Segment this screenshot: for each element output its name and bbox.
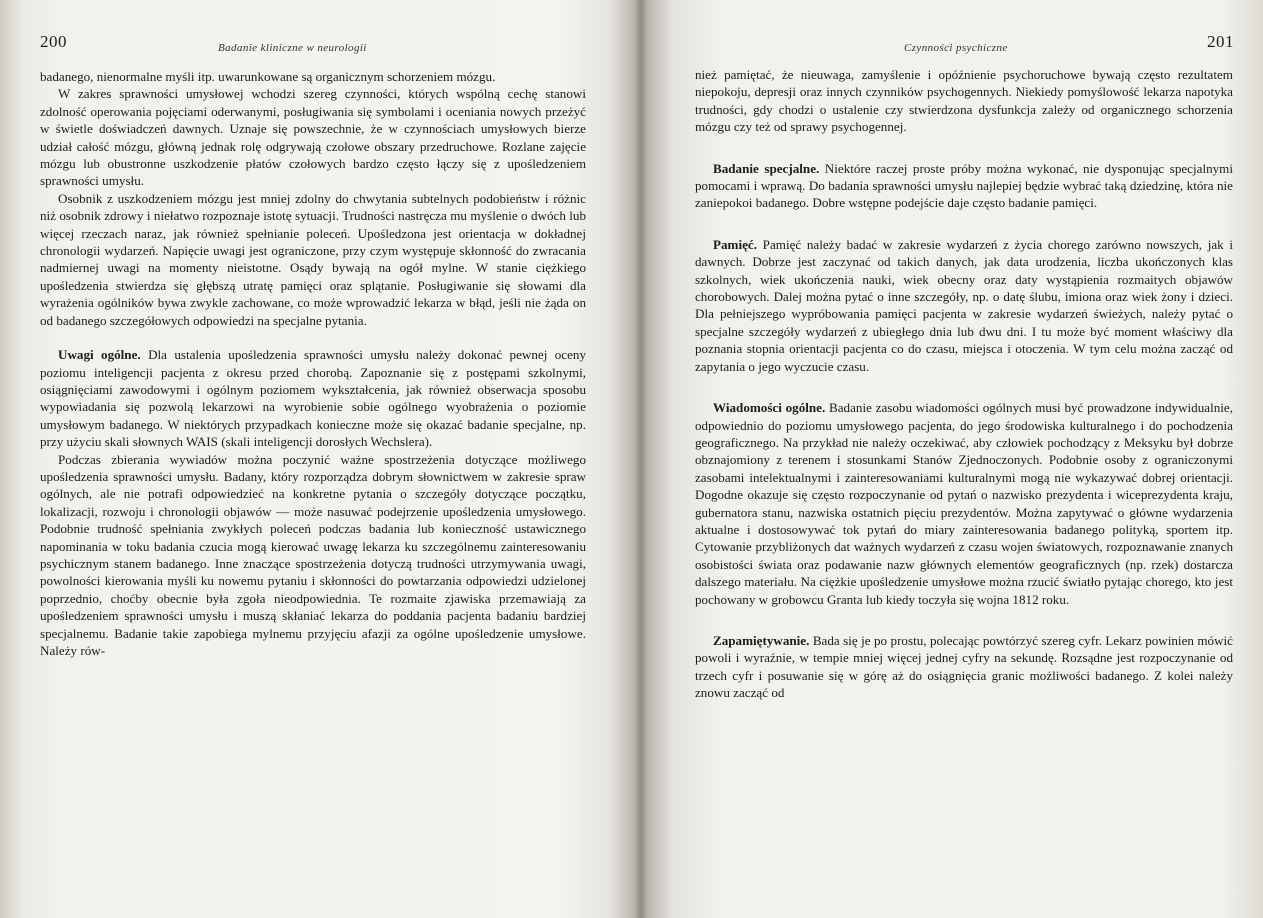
right-running-head: Czynności psychiczne: [904, 42, 1008, 54]
section-heading: Badanie specjalne.: [713, 160, 820, 176]
paragraph-uwagi-ogolne: Uwagi ogólne. Dla ustalenia upośledzenia sprawności umysłu należy dokonać pewnej oceny poziomu inteligencji pacjenta z okresu przed chorobą. Zapoznanie się z postępami szkolnymi, osiągnięciami zawodowymi i ogólnym poziomem wykształcenia, jak również obserwacja sposobu wypowiadania się pozwolą lekarzowi na wyrobienie sobie ogólnego wyobrażenia o poziomie umysłowym badanego. W niektórych przypadkach konieczne może się okazać badanie specjalne, np. przy użyciu skali słownych WAIS (skali inteligencji dorosłych Wechslera).: [40, 347, 587, 450]
section-heading: Zapamiętywanie.: [713, 632, 810, 648]
paragraph-wiadomosci-ogolne: Wiadomości ogólne. Badanie zasobu wiadomości ogólnych musi być prowadzone indywidualnie, odpowiednio do poziomu umysłowego pacjenta, do jego środowiska kulturalnego i do pochodzenia geograficznego. Na przykład nie należy oczekiwać, aby człowiek pochodzący z Meksyku był dobrze obznajomiony z terenem i stosunkami Stanów Zjednoczonych. Podobnie osoby z ograniczonymi zasobami intelektualnymi i zainteresowaniami kulturalnymi mogą nie wykazywać dobrej orientacji. Dogodne okazuje się często rozpoczynanie od pytań o nazwisko prezydenta i wiceprezydenta kraju, gubernatora stanu, nazwiska ostatnich pięciu prezydentów. Można zapytywać o główne wydarzenia aktualne i dostosowywać tok pytań do miary zainteresowania badanego polityką, sportem itp. Cytowanie przybliżonych dat ważnych wydarzeń z czasu wojen światowych, rozpoznawanie znanych osobistości świata oraz podawanie nazw głównych elementów geograficznych (np. rzek) dostarcza dalszego materiału. Na ciężkie upośledzenie umysłowe można rzucić światło pytając chorego, kto jest pochowany w grobowcu Granta lub kiedy toczyła się wojna 1812 roku.: [695, 400, 1233, 607]
section-heading: Wiadomości ogólne.: [713, 400, 826, 416]
paragraph: Osobnik z uszkodzeniem mózgu jest mniej zdolny do chwytania subtelnych podobieństw i różnic niż osobnik zdrowy i niełatwo rozpoznaje istotę sytuacji. Trudności nastręcza mu myślenie o dwóch lub więcej rzeczach naraz, jak również spełnianie poleceń. Upośledzona jest orientacja w dokładnej chronologii wydarzeń. Napięcie uwagi jest ograniczone, przy czym występuje skłonność do zwracania nadmiernej uwagi na momenty nieistotne. Osądy bywają na ogół mylne. W stanie ciężkiego upośledzenia stwierdza się głębszą utratę pamięci oraz splątanie. Posługiwanie się słowami dla wyrażenia ogólników bywa zwykle zachowane, co może wprowadzić lekarza w błąd, jeśli nie żąda on od badanego szczegółowych odpowiedzi na specjalne pytania.: [40, 190, 586, 328]
paragraph-zapamietywanie: Zapamiętywanie. Bada się je po prostu, polecając powtórzyć szereg cyfr. Lekarz powinien mówić powoli i wyraźnie, w tempie mniej więcej jednej cyfry na sekundę. Rozsądne jest rozpoczynanie od trzech cyfr i posuwanie się w górę aż do osiągnięcia granic możliwości badanego. Z kolei należy znowu zacząć od: [695, 632, 1233, 701]
right-page-body: [695, 66, 1233, 702]
paragraph: Podczas zbierania wywiadów można poczynić ważne spostrzeżenia dotyczące możliwego upośledzenia sprawności umysłu. Badany, który rozporządza dobrym słownictwem w zakresie spraw ogólnych, ale nie potrafi odpowiedzieć na konkretne pytania o szczegóły dotyczące początku, lokalizacji, rozwoju i chronologii objawów — może nasuwać podejrzenie upośledzenia umysłowego. Podobnie trudność spełniania zwykłych poleceń podczas badania lub konieczność ustawicznego napominania w toku badania czucia mogą kierować uwagę lekarza ku szczególnemu zainteresowaniu psychicznym stanem badanego. Inne znaczące spostrzeżenia dotyczą trudności utrzymywania uwagi, powolności kierowania myśli ku nowemu pytaniu i skłonności do powtarzania odpowiedzi udzielonej poprzednio, choćby obecnie była zgoła nieodpowiednia. Te rozmaite zjawiska przemawiają za upośledzeniem sprawności umysłu i muszą skłaniać lekarza do poddania pacjenta badaniu bardziej specjalnemu. Badanie takie zapobiega mylnemu przyjęciu afazji za ogólne upośledzenie umysłowe. Należy rów-: [40, 451, 586, 658]
left-page-body: [40, 68, 586, 659]
section-heading: Pamięć.: [713, 236, 757, 252]
paragraph-badanie-specjalne: Badanie specjalne. Niektóre raczej proste próby można wykonać, nie dysponując specjalnymi pomocami i wprawą. Do badania sprawności umysłu najlepiej będzie wybrać taką dziedzinę, która nie zaniepokoi badanego. Dobre wstępne podejście daje często badanie pamięci.: [695, 160, 1233, 211]
paragraph-pamiec: Pamięć. Pamięć należy badać w zakresie wydarzeń z życia chorego zarówno nowszych, jak i dawnych. Dobrze jest zaczynać od takich danych, jak data urodzenia, liczba ukończonych klas szkolnych, wiek ukończenia nauki, wiek obecny oraz daty wystąpienia rozmaitych objawów chorobowych. Dalej można pytać o inne szczegóły, np. o datę ślubu, imiona oraz wiek żony i dzieci. Dla pełniejszego wypróbowania pamięci pacjenta w zakresie wydarzeń świeżych, należy pytać o specjalne szczegóły wydarzeń z ubiegłego dnia lub dwu dni. I tu może być moment właściwy dla poznania stopnia orientacji pacjenta co do czasu, miejsca i otoczenia. W tym celu można zacząć od zapytania o jego wyczucie czasu.: [695, 236, 1233, 374]
right-page: [652, 0, 1263, 918]
left-page: [0, 0, 630, 918]
section-heading: Uwagi ogólne.: [58, 347, 141, 363]
paragraph: badanego, nienormalne myśli itp. uwarunkowane są organicznym schorzeniem mózgu.: [40, 69, 496, 84]
paragraph: nież pamiętać, że nieuwaga, zamyślenie i opóźnienie psychoruchowe bywają często rezultatem niepokoju, depresji oraz innych czynników psychogennych. Niekiedy pomyślowość lekarza napotyka trudności, gdy chodzi o ustalenie czy stwierdzona dysfunkcja zależy od organicznego schorzenia mózgu czy też od sprawy psychogennej.: [695, 67, 1233, 135]
right-page-number: 201: [1207, 32, 1234, 51]
paragraph: W zakres sprawności umysłowej wchodzi szereg czynności, których wspólną cechę stanowi zdolność operowania pojęciami oderwanymi, posługiwania się symbolami i oceniania nowych przeżyć w świetle doświadczeń dawnych. Uznaje się powszechnie, że w czynnościach umysłowych bierze udział całość mózgu, główną jednak rolę odgrywają czołowe obszary przedruchowe. Rozlane zajęcie mózgu lub obustronne uszkodzenie płatów czołowych bardzo często łączy się z upośledzeniem sprawności umysłu.: [40, 86, 586, 189]
left-running-head: Badanie kliniczne w neurologii: [218, 42, 367, 54]
left-page-number: 200: [40, 32, 67, 51]
